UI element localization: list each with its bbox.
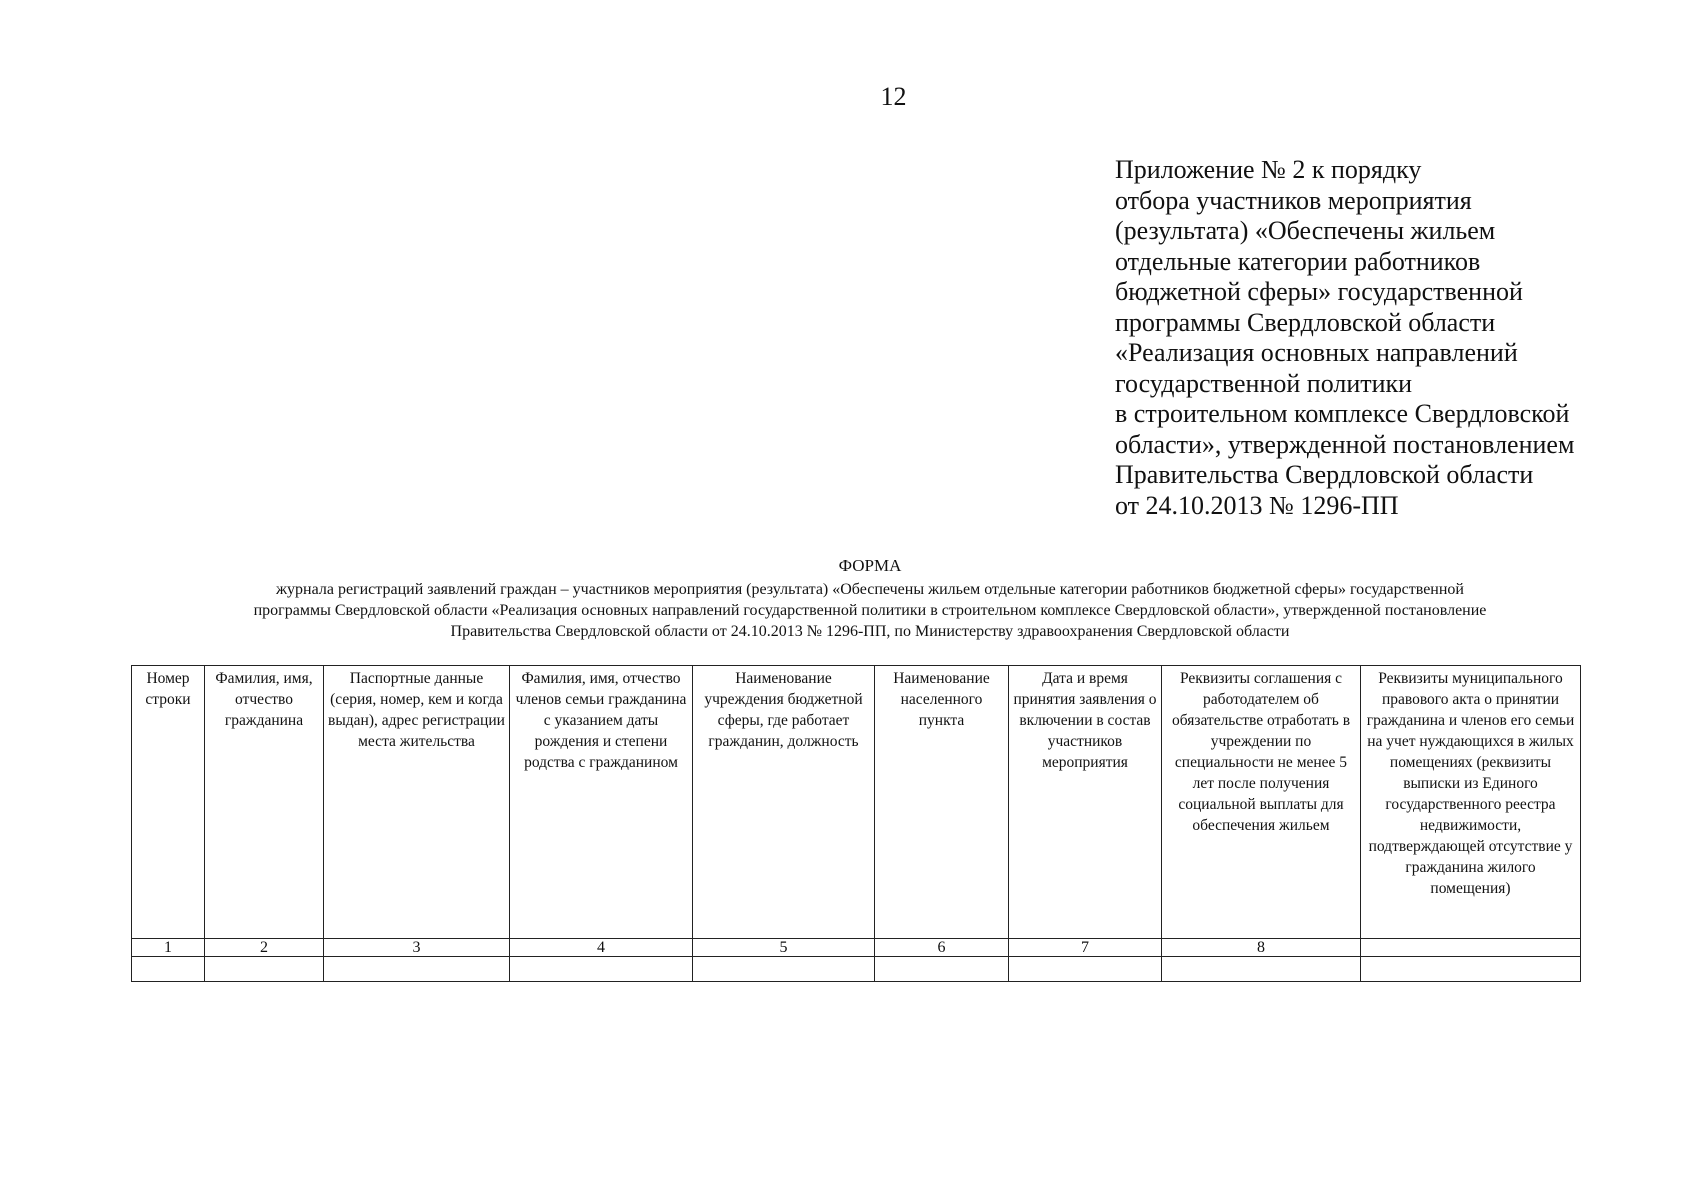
appendix-line: государственной политики: [1115, 368, 1413, 398]
table-row: [132, 957, 1581, 982]
column-header: Номер строки: [132, 666, 205, 939]
form-subtitle: [160, 579, 1580, 642]
column-header: Дата и время принятия заявления о включении в состав участников мероприятия: [1009, 666, 1162, 939]
form-subtitle-line: Правительства Свердловской области от 24.10.2013 № 1296-ПП, по Министерству здравоохранения Свердловской области: [450, 623, 1290, 640]
table-cell: [1009, 957, 1162, 982]
appendix-line: отдельные категории работников: [1115, 246, 1481, 276]
form-title: ФОРМА: [838, 556, 902, 575]
column-number: 4: [510, 939, 693, 957]
column-number: [1361, 939, 1581, 957]
column-header: Фамилия, имя, отчество гражданина: [205, 666, 324, 939]
column-header: Наименование учреждения бюджетной сферы, где работает гражданин, должность: [693, 666, 875, 939]
column-number-row: [132, 939, 1581, 957]
column-number: 1: [132, 939, 205, 957]
table-cell: [693, 957, 875, 982]
column-number: 7: [1009, 939, 1162, 957]
appendix-line: в строительном комплексе Свердловской: [1115, 399, 1570, 428]
column-header: Реквизиты соглашения с работодателем об обязательстве отработать в учреждении по специальности не менее 5 лет после получения социальной выплаты для обеспечения жильем: [1162, 666, 1361, 939]
appendix-note: [1115, 155, 1675, 521]
appendix-line: программы Свердловской области: [1115, 307, 1496, 337]
table-cell: [205, 957, 324, 982]
appendix-line: (результата) «Обеспечены жильем: [1115, 216, 1496, 245]
column-number: 6: [875, 939, 1009, 957]
appendix-line: Правительства Свердловской области: [1115, 460, 1534, 489]
table-cell: [1162, 957, 1361, 982]
appendix-line: области», утвержденной постановлением: [1115, 429, 1575, 459]
appendix-line: от 24.10.2013 № 1296-ПП: [1115, 490, 1399, 520]
registration-journal-table: [131, 665, 1581, 982]
form-subtitle-line: журнала регистраций заявлений граждан – участников мероприятия (результата) «Обеспечены жильем отдельные категории работников бюджетной сферы» государственной: [276, 581, 1464, 598]
table-cell: [510, 957, 693, 982]
column-header: Реквизиты муниципального правового акта о принятии гражданина и членов его семьи на учет нуждающихся в жилых помещениях (реквизиты выписки из Единого государственного реестра недвижимости, подтверждающей отсутствие у гражданина жилого помещения): [1361, 666, 1581, 939]
page-number: 12: [880, 82, 907, 111]
column-header: Наименование населенного пункта: [875, 666, 1009, 939]
form-subtitle-line: программы Свердловской области «Реализация основных направлений государственной политики в строительном комплексе Свердловской области», утвержденной постановление: [253, 602, 1487, 619]
table-cell: [875, 957, 1009, 982]
column-number: 5: [693, 939, 875, 957]
appendix-line: «Реализация основных направлений: [1115, 338, 1518, 367]
column-number: 3: [324, 939, 510, 957]
column-number: 2: [205, 939, 324, 957]
column-header: Фамилия, имя, отчество членов семьи гражданина с указанием даты рождения и степени родства с гражданином: [510, 666, 693, 939]
column-header: Паспортные данные (серия, номер, кем и когда выдан), адрес регистрации места жительства: [324, 666, 510, 939]
table-cell: [132, 957, 205, 982]
table-cell: [324, 957, 510, 982]
column-number: 8: [1162, 939, 1361, 957]
table-cell: [1361, 957, 1581, 982]
appendix-line: бюджетной сферы» государственной: [1115, 277, 1523, 306]
appendix-line: отбора участников мероприятия: [1115, 185, 1472, 215]
table-header-row: [132, 666, 1581, 939]
appendix-line: Приложение № 2 к порядку: [1115, 155, 1422, 184]
